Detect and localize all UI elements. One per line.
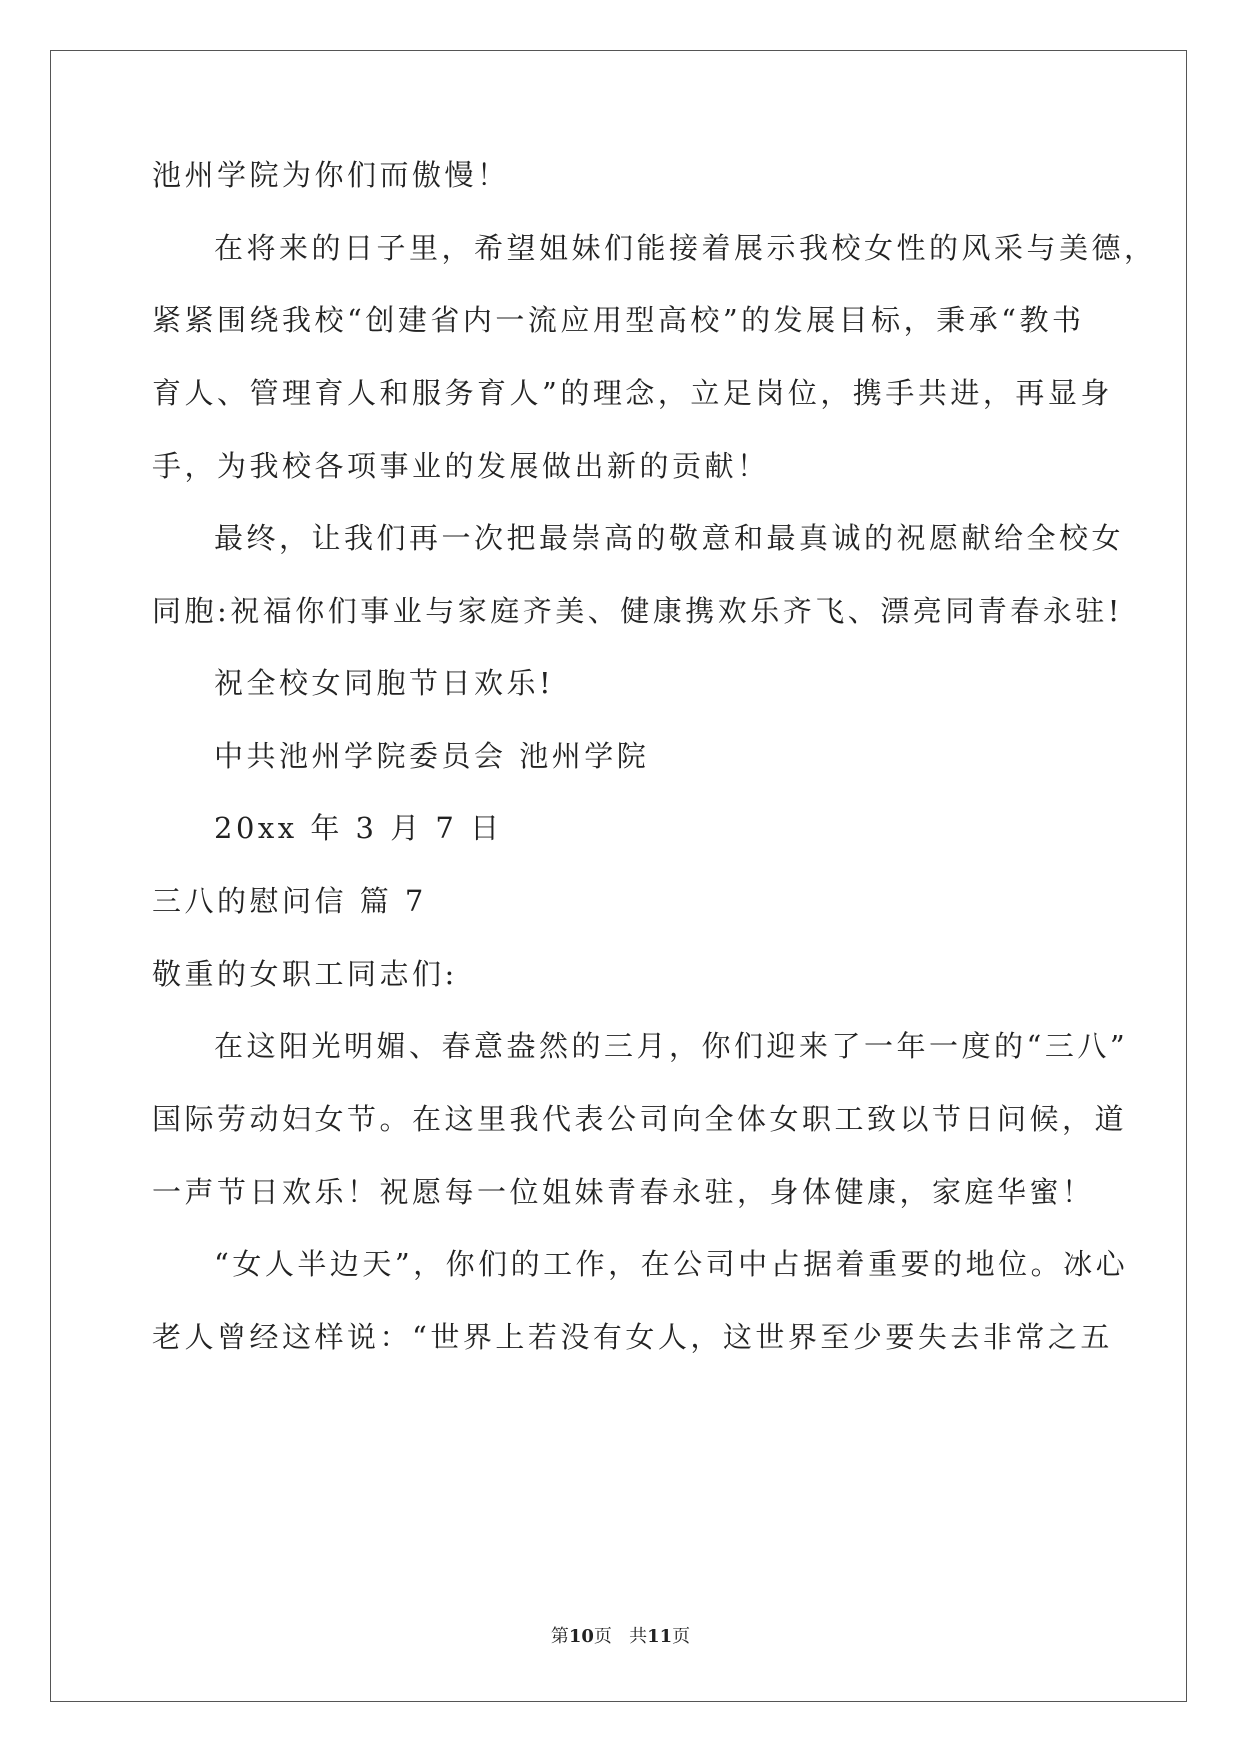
text-line: 紧紧围绕我校“创建省内一流应用型高校”的发展目标，秉承“教书	[152, 303, 1085, 337]
text-line: 在这阳光明媚、春意盎然的三月，你们迎来了一年一度的“三八”	[214, 1029, 1129, 1063]
text-line: 一声节日欢乐！祝愿每一位姐妹青春永驻，身体健康，家庭华蜜！	[152, 1175, 1095, 1209]
text-line: 育人、管理育人和服务育人”的理念，立足岗位，携手共进，再显身	[152, 376, 1113, 410]
text-line: 在将来的日子里，希望姐妹们能接着展示我校女性的风采与美德，	[214, 231, 1157, 265]
total-page-number: 11	[647, 1626, 673, 1647]
salutation: 敬重的女职工同志们:	[152, 957, 458, 991]
signature-line: 中共池州学院委员会 池州学院	[214, 739, 650, 773]
footer-suffix: 页	[672, 1626, 691, 1647]
footer-prefix: 第	[550, 1626, 569, 1647]
text-line: 池州学院为你们而傲慢！	[152, 158, 510, 192]
text-line: 国际劳动妇女节。在这里我代表公司向全体女职工致以节日问候，道	[152, 1102, 1128, 1136]
section-heading: 三八的慰问信 篇 7	[152, 884, 427, 918]
text-line: 最终，让我们再一次把最崇高的敬意和最真诚的祝愿献给全校女	[214, 521, 1125, 555]
page-footer	[0, 1622, 1241, 1648]
footer-middle: 页 共	[593, 1626, 648, 1647]
text-line: 手，为我校各项事业的发展做出新的贡献！	[152, 449, 770, 483]
text-line: 老人曾经这样说：“世界上若没有女人，这世界至少要失去非常之五	[152, 1320, 1113, 1354]
date-line: 20xx 年 3 月 7 日	[214, 811, 503, 845]
current-page-number: 10	[568, 1626, 594, 1647]
text-line: 祝全校女同胞节日欢乐!	[214, 666, 555, 700]
text-line: 同胞:祝福你们事业与家庭齐美、健康携欢乐齐飞、漂亮同青春永驻!	[152, 594, 1123, 628]
text-line: “女人半边天”，你们的工作，在公司中占据着重要的地位。冰心	[214, 1247, 1129, 1281]
